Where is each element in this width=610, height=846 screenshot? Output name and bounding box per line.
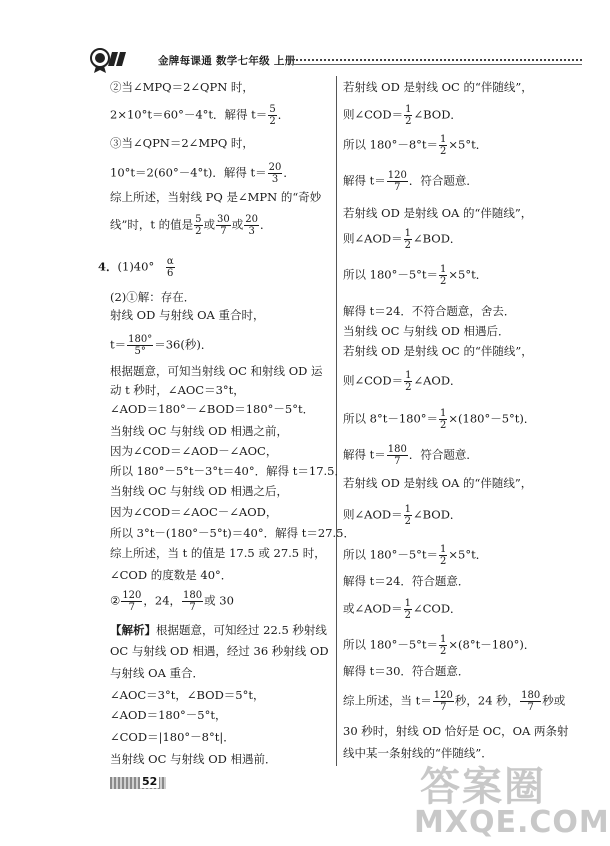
text-line: 或∠AOD＝ $\frac{1}{2}$ ∠COD． — [343, 598, 462, 621]
text-line: 则∠COD＝ $\frac{1}{2}$ ∠AOD． — [343, 370, 462, 393]
text-line: ∠COD 的度数是 40°． — [110, 568, 233, 582]
fraction: $\frac{20}{3}$ — [245, 214, 258, 237]
text-line: 线中某一条射线的“伴随线”． — [343, 746, 493, 760]
fraction: $\frac{5}{2}$ — [195, 214, 202, 237]
text-line: 线”时，t 的值是 $\frac{5}{2}$ 或 $\frac{30}{7}$ 或 $\frac{20}{3}$ ． — [110, 214, 272, 237]
text-line: 30 秒时，射线 OD 恰好是 OC，OA 两条射 — [343, 724, 569, 738]
text-line: (2)①解：存在． — [110, 290, 196, 304]
column-divider — [336, 76, 337, 766]
text-line: 当射线 OC 与射线 OD 相遇前． — [110, 752, 277, 766]
text-line: 解得 t＝24．符合题意． — [343, 574, 470, 588]
text-line: ∠AOD＝180°－5°t， — [110, 708, 227, 722]
fraction: $\frac{1}{2}$ — [440, 634, 447, 657]
fraction: $\frac{180}{7}$ — [521, 690, 541, 713]
text-line: 因为∠COD＝∠AOD－∠AOC， — [110, 444, 278, 458]
fraction: $\frac{20}{3}$ — [268, 162, 282, 185]
text-line: ③当∠QPN＝2∠MPQ 时， — [110, 136, 254, 150]
text-line: 动 t 秒时，∠AOC＝3°t， — [110, 383, 245, 397]
text-line: 综上所述，当 t 的值是 17.5 或 27.5 时， — [110, 546, 326, 560]
fraction: $\frac{1}{2}$ — [405, 104, 412, 127]
text-line: ∠AOC＝3°t，∠BOD＝5°t， — [110, 688, 265, 702]
analysis-tag: 【解析】 — [110, 623, 156, 637]
text-line: 所以 180°－5°t＝ $\frac{1}{2}$ ×5°t． — [343, 544, 488, 567]
text-line: ②当∠MPQ＝2∠QPN 时， — [110, 80, 254, 94]
page-number: 52 — [142, 775, 158, 788]
text-line: 射线 OD 与射线 OA 重合时， — [110, 308, 265, 322]
text-line: 当射线 OC 与射线 OD 相遇后． — [343, 324, 510, 338]
text-line: 10°t＝2(60°－4°t)．解得 t＝ $\frac{20}{3}$ ． — [110, 162, 295, 185]
question-4-line: 4．(1)40° $\frac{\alpha}{6}$ — [98, 256, 174, 279]
text-line: ∠COD＝|180°－8°t|． — [110, 730, 235, 744]
fraction: $\frac{1}{2}$ — [404, 598, 411, 621]
watermark — [410, 755, 610, 845]
watermark-text: 答案圈 — [420, 764, 546, 810]
text-line: 综上所述，当 t＝ $\frac{120}{7}$ 秒，24 秒， $\frac{180}{7}$ 秒或 — [343, 690, 566, 713]
fraction: $\frac{180}{7}$ — [183, 590, 203, 613]
fraction: $\frac{1}{2}$ — [440, 544, 447, 567]
question-number: 4． — [98, 259, 118, 274]
fraction: $\frac{1}{2}$ — [404, 504, 411, 527]
page-footer — [110, 775, 170, 791]
text-line: 所以 3°t－(180°－5°t)＝40°．解得 t＝27.5． — [110, 526, 355, 540]
fraction: $\frac{1}{2}$ — [440, 408, 447, 431]
text-line: 所以 180°－5°t＝ $\frac{1}{2}$ ×(8°t－180°)． — [343, 634, 536, 657]
text-line: 综上所述，当射线 PQ 是∠MPN 的“奇妙 — [110, 190, 322, 204]
fraction: $\frac{180}{7}$ — [387, 444, 407, 467]
text-line: 解得 t＝ $\frac{180}{7}$ ．符合题意． — [343, 444, 478, 467]
text-line: 则∠COD＝ $\frac{1}{2}$ ∠BOD． — [343, 104, 462, 127]
book-title: 金牌每课通 数学七年级 上册 — [158, 55, 296, 67]
page-header — [92, 50, 582, 74]
text-line: 所以 180°－5°t－3°t＝40°．解得 t＝17.5． — [110, 464, 346, 478]
text-line: 当射线 OC 与射线 OD 相遇之后， — [110, 484, 288, 498]
text-line: 解得 t＝24．不符合题意，舍去． — [343, 304, 516, 318]
text-line: 因为∠COD＝∠AOC－∠AOD， — [110, 505, 278, 519]
text-line: t＝ $\frac{180^\circ}{5^\circ}$ ＝36(秒)． — [110, 334, 213, 357]
text-line: 若射线 OD 是射线 OC 的“伴随线”， — [343, 80, 533, 94]
text-line: 解得 t＝30．符合题意． — [343, 664, 470, 678]
text-line: 与射线 OA 重合． — [110, 666, 205, 680]
fraction: $\frac{5}{2}$ — [269, 104, 276, 127]
text-line: 若射线 OD 是射线 OA 的“伴随线”， — [343, 476, 533, 490]
fraction: $\frac{1}{2}$ — [405, 370, 412, 393]
fraction: $\frac{\alpha}{6}$ — [166, 256, 174, 279]
text-line: 则∠AOD＝ $\frac{1}{2}$ ∠BOD． — [343, 504, 462, 527]
watermark-url: MXQE.COM — [414, 805, 610, 840]
fraction: $\frac{1}{2}$ — [440, 264, 447, 287]
header-rule — [292, 59, 582, 65]
fraction: $\frac{1}{2}$ — [440, 134, 447, 157]
fraction: $\frac{120}{7}$ — [122, 590, 142, 613]
fraction: $\frac{30}{7}$ — [217, 214, 230, 237]
text-line: 当射线 OC 与射线 OD 相遇之前， — [110, 424, 288, 438]
text-line: 若射线 OD 是射线 OA 的“伴随线”， — [343, 206, 533, 220]
medal-logo-icon — [88, 46, 132, 74]
text-line: ∠AOD＝180°－∠BOD＝180°－5°t． — [110, 402, 315, 416]
text-line: 根据题意，可知当射线 OC 和射线 OD 运 — [110, 364, 323, 378]
text-line: 2×10°t＝60°－4°t．解得 t＝ $\frac{5}{2}$ ． — [110, 104, 290, 127]
fraction: $\frac{1}{2}$ — [404, 228, 411, 251]
text-line: 【解析】根据题意，可知经过 22.5 秒射线 — [110, 623, 327, 637]
text-line: ② $\frac{120}{7}$ ，24， $\frac{180}{7}$ 或 30 — [110, 590, 234, 613]
text-line: OC 与射线 OD 相遇，经过 36 秒射线 OD — [110, 644, 329, 658]
fraction: $\frac{120}{7}$ — [387, 170, 407, 193]
text-line: 所以 180°－8°t＝ $\frac{1}{2}$ ×5°t． — [343, 134, 488, 157]
text-line: 所以 180°－5°t＝ $\frac{1}{2}$ ×5°t． — [343, 264, 488, 287]
fraction: $\frac{180^\circ}{5^\circ}$ — [128, 334, 153, 357]
text-line: 若射线 OD 是射线 OC 的“伴随线”， — [343, 344, 533, 358]
text-line: 则∠AOD＝ $\frac{1}{2}$ ∠BOD． — [343, 228, 462, 251]
text-line: 解得 t＝ $\frac{120}{7}$ ．符合题意． — [343, 170, 478, 193]
fraction: $\frac{120}{7}$ — [433, 690, 453, 713]
text-line: 所以 8°t－180°＝ $\frac{1}{2}$ ×(180°－5°t)． — [343, 408, 536, 431]
